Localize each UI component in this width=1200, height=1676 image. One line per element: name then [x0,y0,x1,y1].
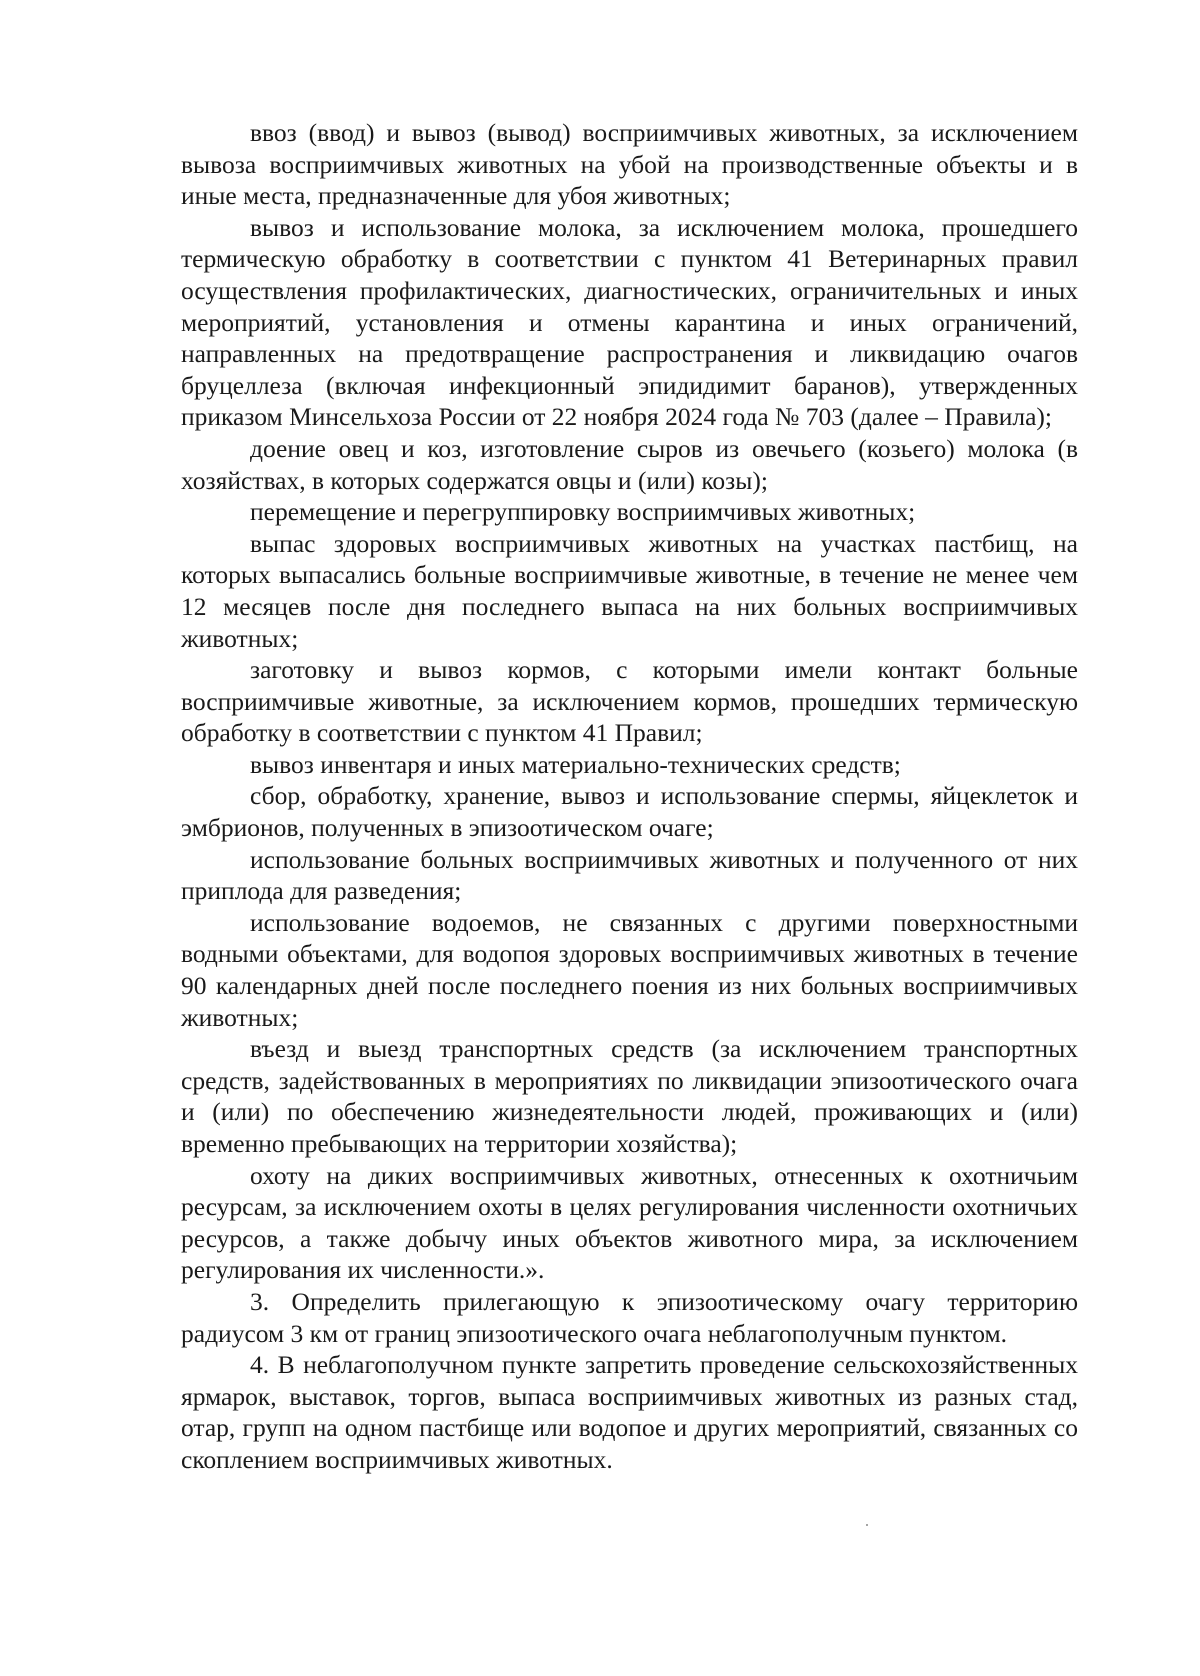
paragraph-regrouping-ban: перемещение и перегруппировку восприимчивых животных; [250,497,916,527]
paragraph-hunting-ban: охоту на диких восприимчивых животных, отнесенных к охотничьим ресурсам, за исключением охоты в целях регулирования численности охотничьих ресурсов, а также добычу иных объектов животного мира, за исключением регулирования их численности.». [181,1160,1078,1285]
paragraph-watering-ban: использование водоемов, не связанных с другими поверхностными водными объектами, для водопоя здоровых восприимчивых животных в течение 90 календарных дней после последнего поения из них больных восприимчивых животных; [181,907,1078,1032]
paragraph-transport-ban: въезд и выезд транспортных средств (за исключением транспортных средств, задействованных в мероприятиях по ликвидации эпизоотического очага и (или) по обеспечению жизнедеятельности людей, проживающих и (или) временно пребывающих на территории хозяйства); [181,1034,1078,1158]
paragraph-item-4: 4. В неблагополучном пункте запретить проведение сельскохозяйственных ярмарок, выставок, торгов, выпаса восприимчивых животных из разных стад, отар, групп на одном пастбище или водопое и других мероприятий, связанных со скоплением восприимчивых животных. [181,1350,1078,1474]
paragraph-feed-ban: заготовку и вывоз кормов, с которыми имели контакт больные восприимчивые животные, за исключением кормов, прошедших термическую обработку в соответствии с пунктом 41 Правил; [181,655,1078,748]
paragraph-milk-ban: вывоз и использование молока, за исключением молока, прошедшего термическую обработку в соответствии с пунктом 41 Ветеринарных правил осуществления профилактических, диагностических, ограничительных и иных мероприятий, установления и отмены карантина и иных ограничений, направленных на предотвращение распространения и ликвидацию очагов бруцеллеза (включая инфекционный эпидидимит баранов), утвержденных приказом Минсельхоза России от 22 ноября 2024 года № 703 (далее – Правила); [181,212,1078,432]
paragraph-milking-ban: доение овец и коз, изготовление сыров из овечьего (козьего) молока (в хозяйствах, в которых содержатся овцы и (или) козы); [181,433,1078,495]
paragraph-inventory-ban: вывоз инвентаря и иных материально-технических средств; [250,749,901,779]
paragraph-grazing-ban: выпас здоровых восприимчивых животных на участках пастбищ, на которых выпасались больные восприимчивые животные, в течение не менее чем 12 месяцев после дня последнего выпаса на них больных восприимчивых животных; [181,528,1078,653]
paragraph-breeding-ban: использование больных восприимчивых животных и полученного от них приплода для разведения; [181,844,1078,906]
paragraph-sperm-ban: сбор, обработку, хранение, вывоз и использование спермы, яйцеклеток и эмбрионов, полученных в эпизоотическом очаге; [181,781,1078,843]
scan-speck [866,1524,868,1526]
paragraph-import-export-ban: ввоз (ввод) и вывоз (вывод) восприимчивых животных, за исключением вывоза восприимчивых животных на убой на производственные объекты и в иные места, предназначенные для убоя животных; [181,118,1078,211]
paragraph-item-3: 3. Определить прилегающую к эпизоотическому очагу территорию радиусом 3 км от границ эпизоотического очага неблагополучным пунктом. [181,1286,1078,1348]
document-body [181,117,1078,1476]
